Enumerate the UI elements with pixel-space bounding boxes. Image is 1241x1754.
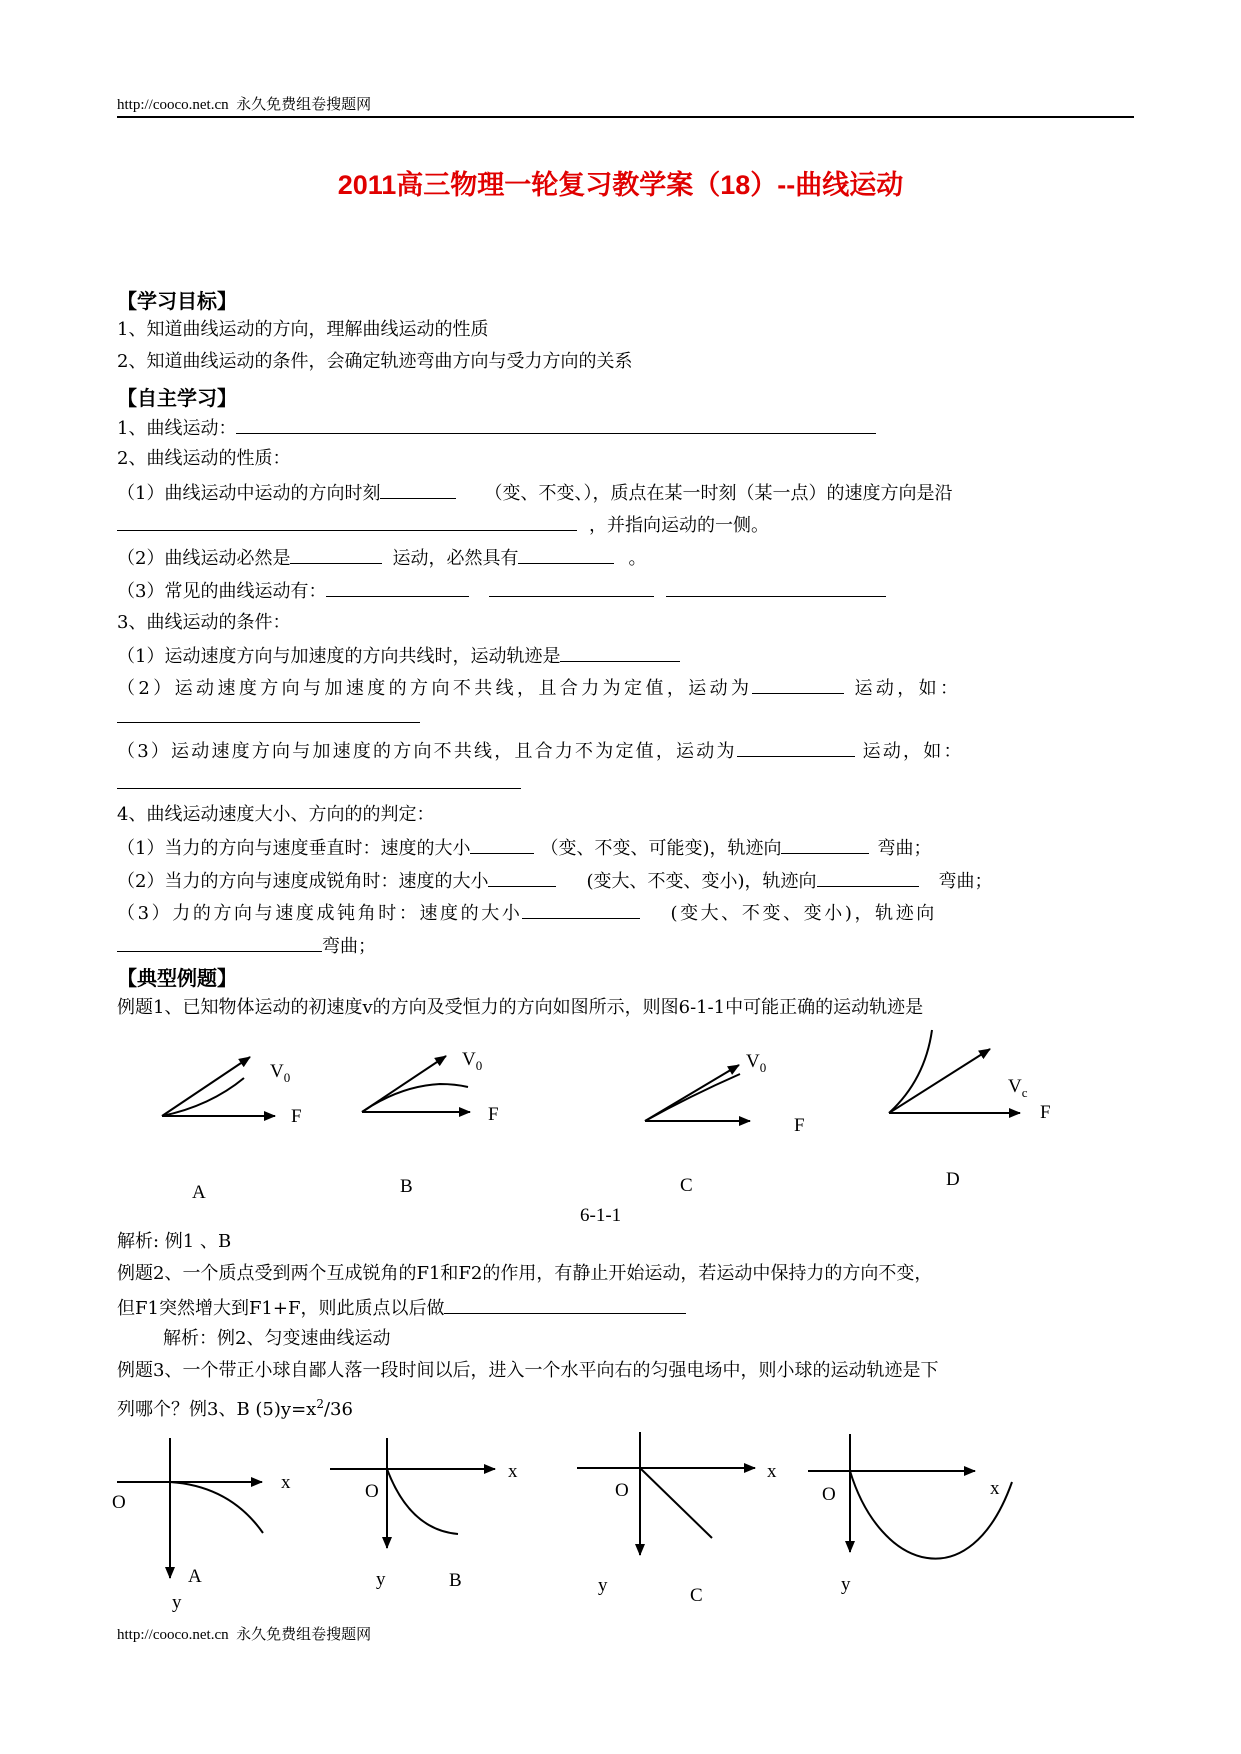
option-label-c: C	[690, 1585, 703, 1606]
question-4-3: （3）力的方向与速度成钝角时：速度的大小 (变大、不变、变小)，轨迹向	[117, 900, 937, 926]
option-a-diagram	[162, 1057, 302, 1203]
trajectory-a	[162, 1078, 244, 1116]
trajectory-b	[362, 1084, 468, 1112]
velocity-arrow-a	[162, 1057, 250, 1116]
question-2-3: （3）常见的曲线运动有：	[117, 578, 886, 604]
answer-blank[interactable]	[666, 578, 886, 597]
section-goals: 【学习目标】	[117, 291, 237, 313]
answer-blank[interactable]	[488, 868, 556, 887]
question-1: 1、曲线运动：	[117, 415, 876, 441]
answer-blank[interactable]	[522, 900, 640, 919]
answer-blank[interactable]	[781, 835, 869, 854]
figure-example-3	[0, 1420, 1241, 1620]
answer-line[interactable]	[117, 788, 521, 789]
origin-label: O	[112, 1492, 126, 1513]
question-2-1: （1）曲线运动中运动的方向时刻 （变、不变、），质点在某一时刻（某一点）的速度方向是沿	[117, 480, 952, 506]
header-rule	[117, 116, 1134, 118]
figure-caption: 6-1-1	[580, 1205, 622, 1226]
label-f: F	[291, 1106, 302, 1127]
y-label: y	[376, 1569, 386, 1590]
x-label: x	[990, 1478, 1000, 1499]
example-3-cont: 列哪个？例3、B $(5)y=x^2/36$	[117, 1397, 353, 1420]
answer-line[interactable]	[117, 722, 420, 723]
label-f: F	[1040, 1102, 1051, 1123]
example-1: 例题1、已知物体运动的初速度v的方向及受恒力的方向如图所示，则图6-1-1中可能正确的运动轨迹是	[117, 997, 924, 1018]
option-a-axes	[112, 1438, 291, 1613]
question-4-1: （1）当力的方向与速度垂直时：速度的大小 （变、不变、可能变)，轨迹向 弯曲；	[117, 835, 931, 861]
example-2-cont: 但F1突然增大到F1+F，则此质点以后做	[117, 1295, 686, 1321]
option-label-d: D	[946, 1169, 960, 1190]
goal-1: 1、知道曲线运动的方向，理解曲线运动的性质	[117, 319, 489, 340]
option-label-a: A	[192, 1182, 206, 1203]
answer-blank[interactable]	[290, 545, 382, 564]
answer-blank[interactable]	[326, 578, 469, 597]
origin-label: O	[822, 1484, 836, 1505]
answer-blank[interactable]	[470, 835, 534, 854]
label-f: F	[488, 1104, 499, 1125]
x-label: x	[767, 1461, 777, 1482]
option-b-axes	[330, 1438, 518, 1591]
section-examples: 【典型例题】	[117, 968, 237, 990]
example-2: 例题2、一个质点受到两个互成锐角的F1和F2的作用，有静止开始运动，若运动中保持力的方向不变，	[117, 1263, 933, 1284]
y-label: y	[841, 1574, 851, 1595]
question-3: 3、曲线运动的条件：	[117, 612, 291, 633]
answer-blank[interactable]	[236, 415, 876, 434]
example-3: 例题3、一个带正小球自鄙人落一段时间以后，进入一个水平向右的匀强电场中，则小球的运动轨迹是下	[117, 1360, 939, 1381]
question-3-3: （3）运动速度方向与加速度的方向不共线，且合力不为定值，运动为 运动，如：	[117, 738, 964, 764]
trajectory-d	[850, 1471, 1012, 1559]
answer-blank[interactable]	[817, 868, 919, 887]
option-d-diagram	[889, 1030, 1051, 1190]
trajectory-c	[645, 1074, 740, 1121]
answer-blank[interactable]	[560, 643, 680, 662]
answer-blank[interactable]	[752, 675, 844, 694]
y-label: y	[598, 1575, 608, 1596]
answer-1: 解析: 例1 、B	[117, 1231, 232, 1252]
x-label: x	[281, 1472, 291, 1493]
page-title: 2011高三物理一轮复习教学案（18）--曲线运动	[337, 170, 904, 200]
velocity-arrow-d	[889, 1049, 990, 1113]
answer-2: 解析：例2、匀变速曲线运动	[163, 1328, 391, 1349]
x-label: x	[508, 1461, 518, 1482]
section-self-study: 【自主学习】	[117, 388, 237, 410]
label-v0: $V_0$	[270, 1061, 291, 1085]
question-2: 2、曲线运动的性质：	[117, 448, 291, 469]
answer-blank[interactable]	[518, 545, 614, 564]
option-c-axes	[577, 1432, 777, 1606]
option-d-axes	[808, 1434, 1012, 1595]
option-c-diagram	[580, 1051, 805, 1226]
label-v0: $V_0$	[462, 1049, 483, 1073]
footer-url: http://cooco.net.cn 永久免费组卷搜题网	[117, 1627, 372, 1643]
option-label-c: C	[680, 1175, 693, 1196]
question-3-2: （2）运动速度方向与加速度的方向不共线，且合力为定值，运动为 运动，如：	[117, 675, 961, 701]
question-3-1: （1）运动速度方向与加速度的方向共线时，运动轨迹是	[117, 643, 680, 669]
question-4: 4、曲线运动速度大小、方向的的判定：	[117, 804, 435, 825]
answer-blank[interactable]	[380, 480, 456, 499]
option-label-b: B	[449, 1570, 462, 1591]
question-2-2: （2）曲线运动必然是 运动，必然具有 。	[117, 545, 646, 571]
answer-blank[interactable]	[117, 512, 577, 531]
answer-blank[interactable]	[489, 578, 654, 597]
question-4-3-cont: 弯曲；	[117, 933, 376, 959]
option-label-a: A	[188, 1566, 202, 1587]
origin-label: O	[365, 1481, 379, 1502]
question-2-1-cont: ，并指向运动的一侧。	[117, 512, 769, 538]
y-label: y	[172, 1592, 182, 1613]
trajectory-b	[387, 1469, 458, 1534]
question-4-2: （2）当力的方向与速度成锐角时：速度的大小 (变大、不变、变小)，轨迹向 弯曲；	[117, 868, 993, 894]
answer-blank[interactable]	[444, 1295, 686, 1314]
label-vc: $V_c$	[1008, 1076, 1028, 1100]
trajectory-a	[170, 1482, 263, 1533]
label-f: F	[794, 1115, 805, 1136]
figure-6-1-1	[0, 1030, 1241, 1230]
answer-blank[interactable]	[117, 933, 322, 952]
answer-blank[interactable]	[737, 738, 855, 757]
goal-2: 2、知道曲线运动的条件，会确定轨迹弯曲方向与受力方向的关系	[117, 351, 633, 372]
label-v0: $V_0$	[746, 1051, 767, 1075]
origin-label: O	[615, 1480, 629, 1501]
option-b-diagram	[362, 1049, 499, 1197]
trajectory-c	[640, 1468, 712, 1538]
option-label-b: B	[400, 1176, 413, 1197]
header-url: http://cooco.net.cn 永久免费组卷搜题网	[117, 97, 372, 113]
